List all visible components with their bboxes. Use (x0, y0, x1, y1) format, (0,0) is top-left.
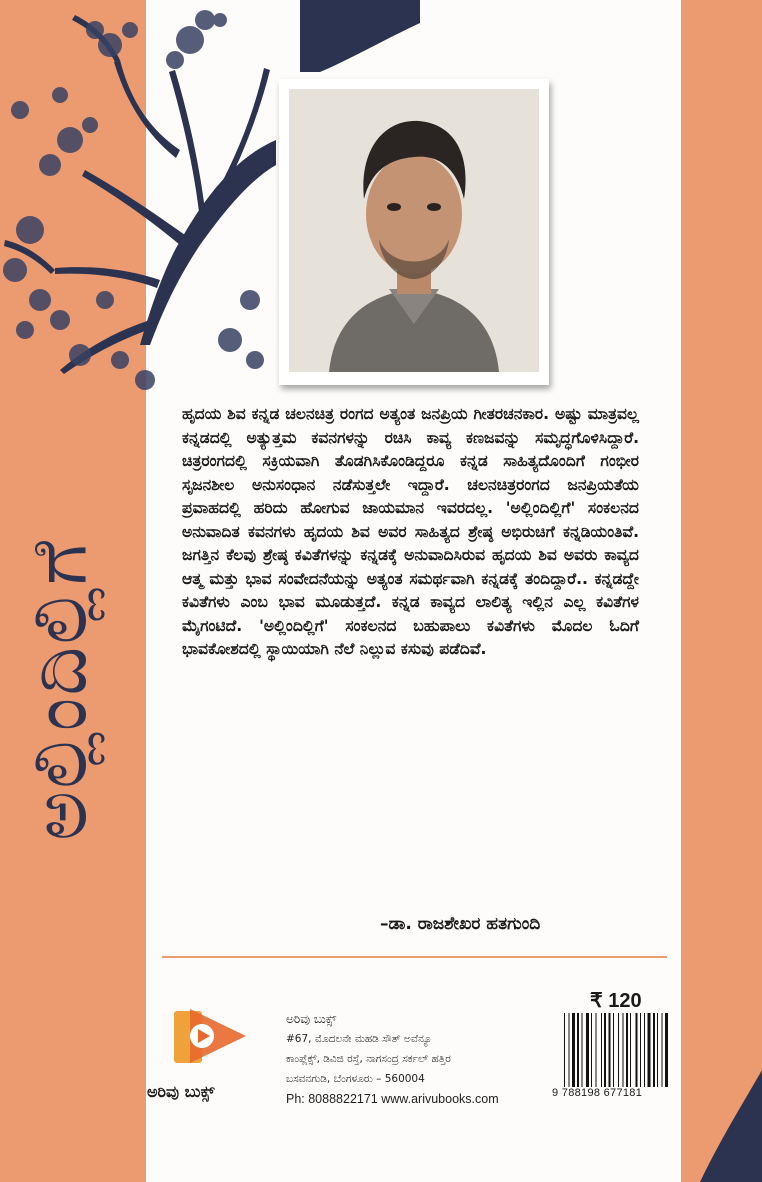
divider (162, 956, 667, 958)
barcode-bar (591, 1013, 592, 1087)
publisher-contact: Ph: 8088822171 www.arivubooks.com (286, 1092, 499, 1106)
publisher-logo-icon (168, 1003, 252, 1069)
blurb-signature: –ಡಾ. ರಾಜಶೇಖರ ಹತಗುಂದಿ (380, 914, 541, 934)
publisher-address-line2: ಕಾಂಪ್ಲೆಕ್ಸ್, ಡಿವಿಜಿ ರಸ್ತೆ, ನಾಗಸಂದ್ರ ಸರ್ಕಲ್ ಹತ್ತಿರ (286, 1053, 451, 1065)
isbn-barcode (562, 1013, 671, 1087)
publisher-address-line1: #67, ಮೊದಲನೇ ಮಹಡಿ ಸೌತ್ ಅವೆನ್ಯೂ (286, 1033, 432, 1045)
barcode-bar (657, 1013, 658, 1087)
barcode-bar (640, 1013, 641, 1087)
barcode-bar (582, 1013, 583, 1087)
barcode-bar (613, 1013, 614, 1087)
barcode-bar (648, 1013, 651, 1087)
vertical-title: ಅಲ್ಲಿಂದಿಲ್ಲಿಗೆ (14, 539, 104, 841)
barcode-bar (564, 1013, 565, 1087)
barcode-bar (577, 1013, 579, 1087)
isbn-number: 9 788198 677181 (552, 1087, 643, 1099)
barcode-bar (618, 1013, 619, 1087)
price-label: ₹ 120 (590, 990, 642, 1012)
corner-tree-shape (690, 1050, 762, 1182)
barcode-bar (623, 1013, 624, 1087)
barcode-bar (626, 1013, 628, 1087)
author-photo (279, 79, 549, 385)
barcode-bar (636, 1013, 638, 1087)
barcode-bar (644, 1013, 645, 1087)
barcode-bar (572, 1013, 575, 1087)
publisher-info (286, 1009, 499, 1109)
publisher-name: ಅರಿವು ಬುಕ್ಸ್ (286, 1012, 337, 1026)
barcode-bar (630, 1013, 631, 1087)
publisher-address-line3: ಬಸವನಗುಡಿ, ಬೆಂಗಳೂರು – 560004 (286, 1073, 425, 1085)
barcode-bar (665, 1013, 668, 1087)
right-orange-band (681, 0, 762, 1182)
barcode-bar (586, 1013, 589, 1087)
barcode-bar (569, 1013, 570, 1087)
barcode-bar (601, 1013, 602, 1087)
barcode-bar (596, 1013, 597, 1087)
barcode-bar (604, 1013, 606, 1087)
barcode-bar (609, 1013, 611, 1087)
barcode-bar (653, 1013, 655, 1087)
publisher-logo-text: ಅರಿವು ಬುಕ್ಸ್ (147, 1082, 215, 1101)
author-blurb: ಹೃದಯ ಶಿವ ಕನ್ನಡ ಚಲನಚಿತ್ರ ರಂಗದ ಅತ್ಯಂತ ಜನಪ್ರಿಯ ಗೀತರಚನಕಾರ. ಅಷ್ಟು ಮಾತ್ರವಲ್ಲ ಕನ್ನಡದಲ್ಲಿ ಅತ್ಯುತ್ತಮ ಕವನಗಳನ್ನು ರಚಿಸಿ ಕಾವ್ಯ ಕಣಜವನ್ನು ಸಮೃದ್ಧಗೊಳಿಸಿದ್ದಾರೆ. ಚಿತ್ರರಂಗದಲ್ಲಿ ಸಕ್ರಿಯವಾಗಿ ತೊಡಗಿಸಿಕೊಂಡಿದ್ದರೂ ಕನ್ನಡ ಸಾಹಿತ್ಯದೊಂದಿಗೆ ಗಂಭೀರ ಸೃಜನಶೀಲ ಅನುಸಂಧಾನ ನಡೆಸುತ್ತಲೇ ಇದ್ದಾರೆ. ಚಲನಚಿತ್ರರಂಗದ ಜನಪ್ರಿಯತೆಯ ಪ್ರವಾಹದಲ್ಲಿ ಹರಿದು ಹೋಗುವ ಜಾಯಮಾನ ಇವರದಲ್ಲ. 'ಅಲ್ಲಿಂದಿಲ್ಲಿಗೆ' ಸಂಕಲನದ ಅನುವಾದಿತ ಕವನಗಳು ಹೃದಯ ಶಿವ ಅವರ ಸಾಹಿತ್ಯದ ಶ್ರೇಷ್ಠ ಅಭಿರುಚಿಗೆ ಕನ್ನಡಿಯಂತಿವೆ. ಜಗತ್ತಿನ ಕೆಲವು ಶ್ರೇಷ್ಠ ಕವಿತೆಗಳನ್ನು ಕನ್ನಡಕ್ಕೆ ಅನುವಾದಿಸಿರುವ ಹೃದಯ ಶಿವ ಅವರು ಕಾವ್ಯದ ಆತ್ಮ ಮತ್ತು ಭಾವ ಸಂವೇದನೆಯನ್ನು ಅತ್ಯಂತ ಸಮರ್ಥವಾಗಿ ಕನ್ನಡಕ್ಕೆ ತಂದಿದ್ದಾರೆ.. ಕನ್ನಡದ್ದೇ ಕವಿತೆಗಳು ಎಂಬ ಭಾವ ಮೂಡುತ್ತದೆ. ಕನ್ನಡ ಕಾವ್ಯದ ಲಾಲಿತ್ಯ ಇಲ್ಲಿನ ಎಲ್ಲ ಕವಿತೆಗಳ ಮೈಗಂಟಿದೆ. 'ಅಲ್ಲಿಂದಿಲ್ಲಿಗೆ' ಸಂಕಲನದ ಬಹುಪಾಲು ಕವಿತೆಗಳು ಮೊದಲ ಓದಿಗೆ ಭಾವಕೋಶದಲ್ಲಿ ಸ್ಥಾಯಿಯಾಗಿ ನೆಲೆ ನಿಲ್ಲುವ ಕಸುವು ಪಡೆದಿವೆ. (182, 405, 639, 658)
barcode-bar (662, 1013, 663, 1087)
